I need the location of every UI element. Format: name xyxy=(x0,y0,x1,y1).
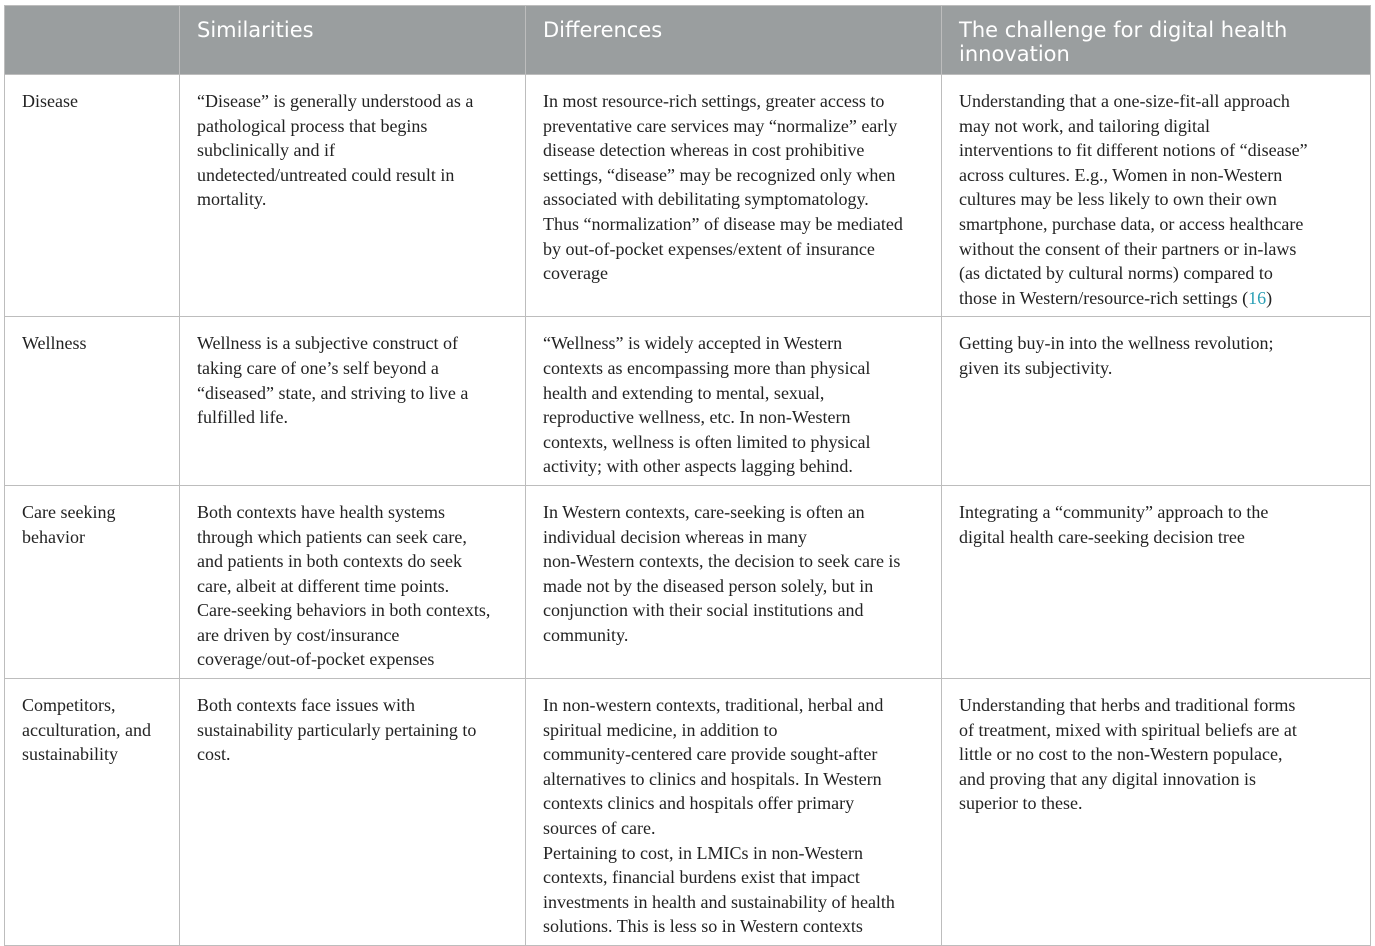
cell-line: interventions to fit different notions of “disease” xyxy=(959,140,1308,161)
topic-cell xyxy=(5,679,180,946)
cell-line: Integrating a “community” approach to the xyxy=(959,501,1269,522)
cell-line-text: those in Western/resource-rich settings ( xyxy=(959,287,1249,308)
cell-line: sustainability particularly pertaining to xyxy=(197,719,477,740)
cell-line: undetected/untreated could result in xyxy=(197,164,455,185)
cell-line: In most resource-rich settings, greater access to xyxy=(543,91,885,111)
cell-line: digital health care-seeking decision tree xyxy=(959,526,1245,547)
cell-line: and proving that any digital innovation is xyxy=(959,768,1256,789)
cell-line: conjunction with their social institutions and xyxy=(543,600,864,621)
header-challenge: The challenge for digital health innovation xyxy=(942,6,1371,75)
cell-line: behavior xyxy=(22,526,85,547)
cell-line: care, albeit at different time points. xyxy=(197,575,450,596)
cell-line: “Wellness” is widely accepted in Western xyxy=(543,333,843,354)
similarities-cell xyxy=(180,75,526,317)
cell-line: coverage/out-of-pocket expenses xyxy=(197,649,435,670)
cell-line: of treatment, mixed with spiritual beliefs are at xyxy=(959,719,1297,740)
cell-line: and patients in both contexts do seek xyxy=(197,551,462,572)
table-row xyxy=(5,485,1371,678)
cell-line: Care seeking xyxy=(22,501,116,522)
cell-line: preventative care services may “normalize” early xyxy=(543,115,898,136)
cell-line: sustainability xyxy=(22,744,118,765)
cell-line: investments in health and sustainability of health xyxy=(543,891,895,912)
cell-line: settings, “disease” may be recognized only when xyxy=(543,164,896,185)
cell-line: spiritual medicine, in addition to xyxy=(543,719,778,740)
cell-line: sources of care. xyxy=(543,818,656,839)
topic-cell xyxy=(5,317,180,486)
cell-line: Competitors, xyxy=(22,695,116,716)
cell-line: Both contexts face issues with xyxy=(197,695,415,716)
table-body xyxy=(5,75,1371,946)
cell-line: contexts, wellness is often limited to physical xyxy=(543,431,871,452)
cell-line: mortality. xyxy=(197,189,267,210)
cell-line: Wellness xyxy=(22,333,87,354)
cell-line: given its subjectivity. xyxy=(959,357,1113,378)
cell-line: by out-of-pocket expenses/extent of insurance xyxy=(543,238,875,259)
comparison-table-wrapper xyxy=(4,5,1370,946)
cell-line: acculturation, and xyxy=(22,719,151,740)
cell-line: are driven by cost/insurance xyxy=(197,624,400,645)
topic-cell xyxy=(5,75,180,317)
cell-line: fulfilled life. xyxy=(197,407,288,428)
header-row xyxy=(5,6,1371,75)
challenge-cell xyxy=(942,679,1371,946)
topic-cell xyxy=(5,485,180,678)
cell-line: community-centered care provide sought-after xyxy=(543,744,878,765)
cell-line: reproductive wellness, etc. In non-Western xyxy=(543,407,851,428)
cell-line: Thus “normalization” of disease may be mediated xyxy=(543,213,903,234)
cell-line: “diseased” state, and striving to live a xyxy=(197,382,469,403)
cell-line: Understanding that herbs and traditional forms xyxy=(959,695,1296,716)
cell-line: community. xyxy=(543,624,629,645)
cell-line: superior to these. xyxy=(959,793,1083,814)
cell-line: Understanding that a one-size-fit-all approach xyxy=(959,91,1290,111)
cell-line-text: ) xyxy=(1266,287,1273,308)
similarities-cell xyxy=(180,317,526,486)
differences-cell xyxy=(526,679,942,946)
reference-link[interactable]: 16 xyxy=(1248,287,1267,308)
cell-line: In Western contexts, care-seeking is often an xyxy=(543,501,865,522)
cell-line: subclinically and if xyxy=(197,140,335,161)
cell-line: (as dictated by cultural norms) compared to xyxy=(959,263,1273,284)
challenge-cell xyxy=(942,485,1371,678)
cell-line: across cultures. E.g., Women in non-Western xyxy=(959,164,1283,185)
cell-line: may not work, and tailoring digital xyxy=(959,115,1210,136)
cell-line: In non-western contexts, traditional, herbal and xyxy=(543,695,884,716)
cell-line: disease detection whereas in cost prohibitive xyxy=(543,140,865,161)
cell-line: Disease xyxy=(22,91,78,111)
differences-cell xyxy=(526,317,942,486)
cell-line: contexts, financial burdens exist that impact xyxy=(543,867,860,888)
cell-line: without the consent of their partners or in-laws xyxy=(959,238,1297,259)
cell-line: made not by the diseased person solely, but in xyxy=(543,575,874,596)
cell-line: smartphone, purchase data, or access healthcare xyxy=(959,213,1304,234)
table-row xyxy=(5,317,1371,486)
cell-line: through which patients can seek care, xyxy=(197,526,467,547)
challenge-cell xyxy=(942,317,1371,486)
cell-line: Getting buy-in into the wellness revolution; xyxy=(959,333,1274,354)
header-topic xyxy=(5,6,180,75)
cell-line: alternatives to clinics and hospitals. In Western xyxy=(543,768,882,789)
cell-line: activity; with other aspects lagging behind. xyxy=(543,456,853,477)
cell-line: cultures may be less likely to own their own xyxy=(959,189,1277,210)
challenge-cell xyxy=(942,75,1371,317)
cell-line: Care-seeking behaviors in both contexts, xyxy=(197,600,491,621)
cell-line: individual decision whereas in many xyxy=(543,526,807,547)
table-row xyxy=(5,75,1371,317)
header-similarities: Similarities xyxy=(180,6,526,75)
table-row xyxy=(5,679,1371,946)
cell-line: Wellness is a subjective construct of xyxy=(197,333,458,354)
cell-line: solutions. This is less so in Western contexts xyxy=(543,916,863,937)
cell-line xyxy=(959,286,1356,311)
differences-cell xyxy=(526,485,942,678)
header-differences: Differences xyxy=(526,6,942,75)
cell-line: pathological process that begins xyxy=(197,115,428,136)
cell-line: non-Western contexts, the decision to seek care is xyxy=(543,551,901,572)
cell-line: coverage xyxy=(543,263,608,284)
similarities-cell xyxy=(180,485,526,678)
cell-line: little or no cost to the non-Western populace, xyxy=(959,744,1283,765)
comparison-table xyxy=(4,5,1371,946)
cell-line: Both contexts have health systems xyxy=(197,501,445,522)
cell-line: health and extending to mental, sexual, xyxy=(543,382,825,403)
cell-line: contexts clinics and hospitals offer primary xyxy=(543,793,855,814)
cell-line: associated with debilitating symptomatology. xyxy=(543,189,869,210)
cell-line: Pertaining to cost, in LMICs in non-Western xyxy=(543,842,864,863)
cell-line: cost. xyxy=(197,744,231,765)
cell-line: taking care of one’s self beyond a xyxy=(197,357,439,378)
cell-line: contexts as encompassing more than physical xyxy=(543,357,871,378)
cell-line: “Disease” is generally understood as a xyxy=(197,91,474,111)
similarities-cell xyxy=(180,679,526,946)
differences-cell xyxy=(526,75,942,317)
